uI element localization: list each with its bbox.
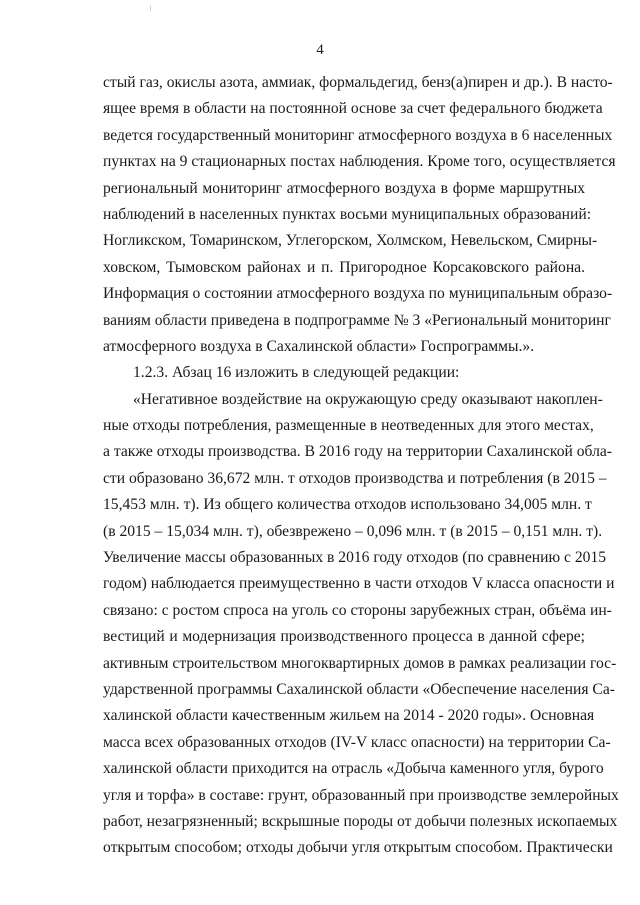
text-line: работ, незагрязненный; вскрышные породы от добычи полезных ископаемых	[103, 812, 618, 830]
text-line: годом) наблюдается преимущественно в части отходов V класса опасности и	[103, 575, 615, 593]
text-line: ные отходы потребления, размещенные в неотведенных для этого местах,	[103, 417, 594, 435]
body-text	[103, 70, 619, 862]
text-line: масса всех образованных отходов (IV-V класс опасности) на территории Са-	[103, 733, 611, 751]
text-line: пунктах на 9 стационарных постах наблюдения. Кроме того, осуществляется	[103, 153, 616, 171]
text-line: 15,453 млн. т). Из общего количества отходов использовано 34,005 млн. т	[103, 496, 592, 514]
text-line: активным строительством многоквартирных домов в рамках реализации гос-	[103, 654, 617, 672]
text-line: стый газ, окислы азота, аммиак, формальдегид, бенз(а)пирен и др.). В насто-	[103, 74, 613, 91]
text-line: угля и торфа» в составе: грунт, образованный при производстве землеройных	[103, 786, 619, 804]
text-line: атмосферного воздуха в Сахалинской области» Госпрограммы.».	[103, 337, 535, 355]
text-line: Информация о состоянии атмосферного воздуха по муниципальным образо-	[103, 285, 613, 303]
scan-speck	[150, 6, 151, 11]
text-line: (в 2015 – 15,034 млн. т), обезврежено – 0,096 млн. т (в 2015 – 0,151 млн. т).	[103, 522, 603, 540]
text-line: сти образовано 36,672 млн. т отходов производства и потребления (в 2015 –	[103, 469, 607, 487]
text-line: а также отходы производства. В 2016 году на территории Сахалинской обла-	[103, 443, 612, 461]
text-line: ваниям области приведена в подпрограмме № 3 «Региональный мониторинг	[103, 311, 611, 329]
text-line: связано: с ростом спроса на уголь со стороны зарубежных стран, объёма ин-	[103, 601, 612, 619]
text-line: ящее время в области на постоянной основе за счет федерального бюджета	[103, 100, 603, 118]
text-line: ховском, Тымовском районах и п. Пригородное Корсаковского района.	[103, 258, 585, 276]
text-line: халинской области качественным жильем на 2014 - 2020 годы». Основная	[103, 707, 595, 725]
text-line: наблюдений в населенных пунктах восьми муниципальных образований:	[103, 205, 592, 223]
text-line: халинской области приходится на отрасль «Добыча каменного угля, бурого	[103, 760, 604, 778]
text-line: открытым способом; отходы добычи угля открытым способом. Практически	[103, 839, 613, 857]
page-number: 4	[316, 42, 324, 58]
text-line: ведется государственный мониторинг атмосферного воздуха в 6 населенных	[103, 126, 613, 144]
text-line: Увеличение массы образованных в 2016 году отходов (по сравнению с 2015	[103, 549, 607, 567]
text-line: «Негативное воздействие на окружающую среду оказывают накоплен-	[133, 390, 603, 408]
section-heading: 1.2.3. Абзац 16 изложить в следующей редакции:	[133, 364, 460, 382]
text-line: Ногликском, Томаринском, Углегорском, Холмском, Невельском, Смирны-	[103, 232, 598, 250]
text-line: региональный мониторинг атмосферного воздуха в форме маршрутных	[103, 179, 585, 197]
text-line: ударственной программы Сахалинской области «Обеспечение населения Са-	[103, 680, 615, 698]
text-line: вестиций и модернизация производственного процесса в данной сфере;	[103, 628, 585, 646]
